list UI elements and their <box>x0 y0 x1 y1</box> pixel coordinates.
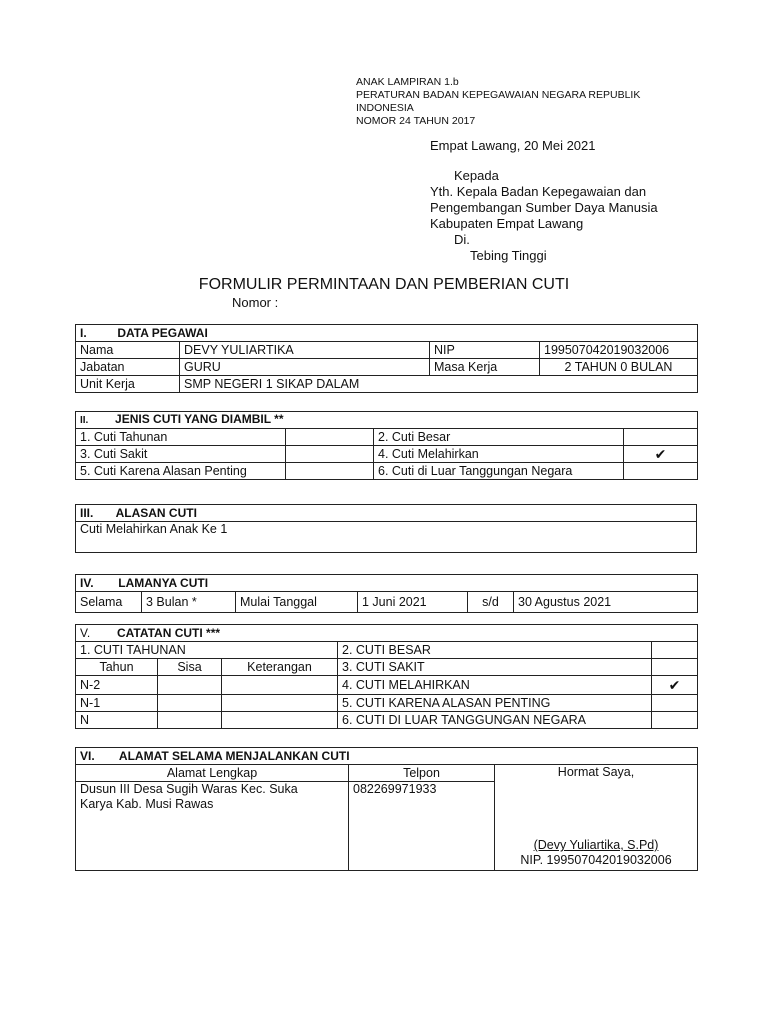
row-n2-keterangan <box>222 676 338 695</box>
section-4-number: IV. <box>80 575 94 590</box>
section-4-heading <box>76 575 698 592</box>
leave-type-5-checkbox[interactable] <box>286 463 374 480</box>
row-n2-tahun: N-2 <box>76 676 158 695</box>
recipient-kepada: Kepada <box>454 168 499 183</box>
section-alamat-cuti <box>75 747 698 871</box>
col-alamat-header: Alamat Lengkap <box>76 765 349 782</box>
masa-kerja-label: Masa Kerja <box>430 359 540 376</box>
date-line: Empat Lawang, 20 Mei 2021 <box>430 138 596 153</box>
signature-block <box>495 765 698 871</box>
mulai-tanggal-label: Mulai Tanggal <box>236 592 358 613</box>
note-6-label: 6. CUTI DI LUAR TANGGUNGAN NEGARA <box>338 712 652 729</box>
note-2-label: 2. CUTI BESAR <box>338 642 652 659</box>
row-n2-sisa <box>158 676 222 695</box>
attachment-line-3: INDONESIA <box>356 102 414 114</box>
jabatan-label: Jabatan <box>76 359 180 376</box>
leave-type-4-label: 4. Cuti Melahirkan <box>374 446 624 463</box>
col-keterangan-header: Keterangan <box>222 659 338 676</box>
section-4-title: LAMANYA CUTI <box>118 575 209 590</box>
form-title: FORMULIR PERMINTAAN DAN PEMBERIAN CUTI <box>198 276 570 293</box>
leave-type-1-label: 1. Cuti Tahunan <box>76 429 286 446</box>
section-catatan-cuti <box>75 624 698 729</box>
section-5-title: CATATAN CUTI *** <box>116 625 221 640</box>
cuti-tahunan-title: 1. CUTI TAHUNAN <box>76 642 338 659</box>
signer-name: (Devy Yuliartika, S.Pd) <box>533 838 659 852</box>
leave-type-2-label: 2. Cuti Besar <box>374 429 624 446</box>
attachment-line-1: ANAK LAMPIRAN 1.b <box>356 76 459 88</box>
recipient-block <box>430 168 658 264</box>
leave-type-5-label: 5. Cuti Karena Alasan Penting <box>76 463 286 480</box>
section-1-heading <box>76 325 698 342</box>
note-3-label: 3. CUTI SAKIT <box>338 659 652 676</box>
note-6-checkbox[interactable] <box>652 712 698 729</box>
selama-label: Selama <box>76 592 142 613</box>
note-5-checkbox[interactable] <box>652 695 698 712</box>
section-5-heading <box>76 625 698 642</box>
col-sisa-header: Sisa <box>158 659 222 676</box>
hormat-saya: Hormat Saya, <box>557 765 635 779</box>
mulai-tanggal-value: 1 Juni 2021 <box>358 592 468 613</box>
row-n1-tahun: N-1 <box>76 695 158 712</box>
attachment-reference <box>356 76 716 128</box>
section-3-title: ALASAN CUTI <box>115 505 197 520</box>
sd-label: s/d <box>468 592 514 613</box>
row-n-sisa <box>158 712 222 729</box>
row-n1-keterangan <box>222 695 338 712</box>
address-cell <box>76 782 349 871</box>
section-6-title: ALAMAT SELAMA MENJALANKAN CUTI <box>118 748 350 763</box>
section-3-number: III. <box>80 505 94 520</box>
phone-value: 082269971933 <box>349 782 495 871</box>
leave-reason-text: Cuti Melahirkan Anak Ke 1 <box>76 522 697 553</box>
section-6-heading <box>76 748 698 765</box>
unit-kerja-value: SMP NEGERI 1 SIKAP DALAM <box>180 376 698 393</box>
selama-value: 3 Bulan * <box>142 592 236 613</box>
nama-value: DEVY YULIARTIKA <box>180 342 430 359</box>
masa-kerja-value: 2 TAHUN 0 BULAN <box>540 359 698 376</box>
section-1-title: DATA PEGAWAI <box>117 325 208 340</box>
recipient-di: Di. <box>454 232 470 247</box>
leave-type-3-label: 3. Cuti Sakit <box>76 446 286 463</box>
nip-label: NIP <box>430 342 540 359</box>
recipient-line-2: Pengembangan Sumber Daya Manusia <box>430 200 658 215</box>
form-number: Nomor : <box>232 295 279 310</box>
section-3-heading <box>76 505 697 522</box>
row-n-tahun: N <box>76 712 158 729</box>
row-n1-sisa <box>158 695 222 712</box>
nama-label: Nama <box>76 342 180 359</box>
note-3-checkbox[interactable] <box>652 659 698 676</box>
leave-type-4-checkbox[interactable]: ✔ <box>624 446 698 463</box>
note-5-label: 5. CUTI KARENA ALASAN PENTING <box>338 695 652 712</box>
leave-type-2-checkbox[interactable] <box>624 429 698 446</box>
section-5-number: V. <box>80 625 91 640</box>
recipient-line-3: Kabupaten Empat Lawang <box>430 216 584 231</box>
nip-value: 199507042019032006 <box>540 342 698 359</box>
recipient-line-1: Yth. Kepala Badan Kepegawaian dan <box>430 184 647 199</box>
col-telpon-header: Telpon <box>349 765 495 782</box>
col-tahun-header: Tahun <box>76 659 158 676</box>
section-1-number: I. <box>80 325 87 340</box>
address-line-1: Dusun III Desa Sugih Waras Kec. Suka <box>80 782 298 796</box>
note-4-checkbox[interactable]: ✔ <box>652 676 698 695</box>
section-2-number: II. <box>80 415 89 426</box>
leave-type-3-checkbox[interactable] <box>286 446 374 463</box>
section-data-pegawai <box>75 324 698 393</box>
note-2-checkbox[interactable] <box>652 642 698 659</box>
row-n-keterangan <box>222 712 338 729</box>
section-6-number: VI. <box>80 748 95 763</box>
section-alasan-cuti <box>75 504 697 553</box>
leave-type-6-checkbox[interactable] <box>624 463 698 480</box>
address-line-2: Karya Kab. Musi Rawas <box>80 797 214 811</box>
signer-nip: NIP. 199507042019032006 <box>520 853 672 867</box>
jabatan-value: GURU <box>180 359 430 376</box>
leave-type-1-checkbox[interactable] <box>286 429 374 446</box>
end-date-value: 30 Agustus 2021 <box>514 592 698 613</box>
section-lamanya-cuti <box>75 574 698 613</box>
section-2-heading <box>76 412 698 429</box>
section-2-title: JENIS CUTI YANG DIAMBIL ** <box>115 412 284 426</box>
section-jenis-cuti <box>75 411 698 480</box>
attachment-line-2: PERATURAN BADAN KEPEGAWAIAN NEGARA REPUBLIK <box>356 89 641 101</box>
recipient-city: Tebing Tinggi <box>470 248 547 263</box>
unit-kerja-label: Unit Kerja <box>76 376 180 393</box>
note-4-label: 4. CUTI MELAHIRKAN <box>338 676 652 695</box>
attachment-line-4: NOMOR 24 TAHUN 2017 <box>356 115 476 127</box>
leave-type-6-label: 6. Cuti di Luar Tanggungan Negara <box>374 463 624 480</box>
